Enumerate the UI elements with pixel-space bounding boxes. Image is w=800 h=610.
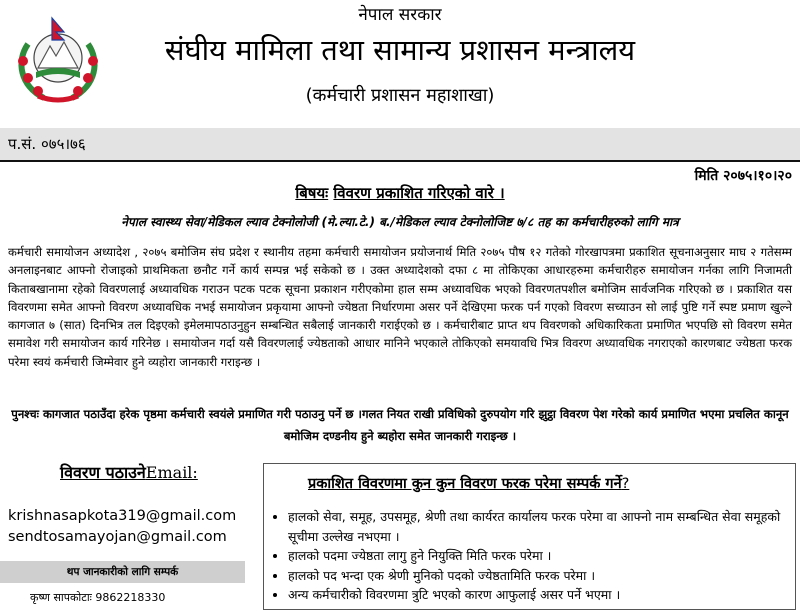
letter-date: मिति २०७५।१०।२० xyxy=(694,168,792,184)
reference-number: प.सं. ०७५।७६ xyxy=(8,135,86,153)
reference-bar xyxy=(0,128,800,162)
list-item: • अन्य कर्मचारीको विवरणमा त्रुटि भएको कारण आफुलाई असर पर्ने भएमा । xyxy=(288,585,798,605)
subject-text: विवरण प्रकाशित गरिएको वारे । xyxy=(333,184,505,202)
contact-criteria-heading-mark: ? xyxy=(621,476,630,492)
contact-criteria-heading-text: प्रकाशित विवरणमा कुन कुन विवरण फरक परेमा सम्पर्क गर्ने xyxy=(308,476,622,492)
contact-person: कृष्ण सापकोटाः 9862218330 xyxy=(30,591,166,604)
contact-heading: थप जानकारीको लागि सम्पर्क xyxy=(0,561,245,583)
body-paragraph: कर्मचारी समायोजन अध्यादेश , २०७५ बमोजिम संघ प्रदेश र स्थानीय तहमा कर्मचारी समायोजन प्रयोजनार्थ मिति २०७५ पौष १२ गतेको गोरखापत्रमा प्रकाशित सूचनाअनुसार माघ २ गतेसम्म अनलाइनबाट आफ्नो रोजाइको प्राथमिकता छनौट गर्ने कार्य सम्पन्न भई सकेको छ । उक्त अध्यादेशको दफा ८ मा तोकिएका आधारहरुमा कर्मचारीहरु समायोजन गर्नका लागि निजामती किताबखानामा रहेको विवरणलाई अध्यावधिक गराउन पटक पटक सूचना प्रकाशन गरीएकोमा हाल सम्म अध्यावधिक भएको विवरणतपशील बमोजिम सार्वजनिक गरिएको छ । प्रकाशित यस विवरणमा समेत आफ्नो विवरण अध्यावधिक नभई समायोजन प्रकृयामा आफ्नो ज्येष्ठता निर्धारणमा असर पर्ने देखिएमा फरक पर्न गएको विवरण सच्याउन सो लाई पुष्टि गर्ने स्पष्ट प्रमाण खुल्ने कागजात ७ (सात) दिनभित्र तल दिइएको इमेलमापठाउनुहुन सम्बन्धित सबैलाई जानकारी गराईएको छ । कर्मचारीबाट प्राप्त थप विवरणको अधिकारिकता प्रमाणित भएपछि सो विवरण समेत समावेश गरी समायोजन कार्य गरिनेछ । समायोजन गर्दा यसै विवरणलाई ज्येष्ठताको आधार मानिने भएकाले तोकिएको समयावधि भित्र विवरण अध्यावधिक नगराएको कारणबाट ज्येष्ठता फरक परेमा स्वयं कर्मचारी जिम्मेवार हुने व्यहोरा जानकारी गराइन्छ । xyxy=(8,245,792,369)
ministry-name: संघीय मामिला तथा सामान्य प्रशासन मन्त्रालय xyxy=(164,33,636,67)
division-name: (कर्मचारी प्रशासन महाशाखा) xyxy=(305,85,495,106)
email-address-1[interactable]: krishnasapkota319@gmail.com xyxy=(8,508,237,524)
subtitle: नेपाल स्वास्थ्य सेवा/मेडिकल ल्याव टेक्नोलोजी (मे.ल्या.टे.) ब./मेडिकल ल्याव टेक्नोलोजिष्ट ७/८ तह का कर्मचारीहरुको लागि मात्र xyxy=(121,215,679,229)
email-heading xyxy=(60,461,198,483)
email-section xyxy=(0,455,260,610)
government-name: नेपाल सरकार xyxy=(358,5,442,25)
contact-criteria-box xyxy=(263,463,796,610)
list-item: • हालको पदमा ज्येष्ठता लागु हुने नियुक्ति मिति फरक परेमा । xyxy=(288,546,798,566)
list-item: • हालको सेवा, समूह, उपसमूह, श्रेणी तथा कार्यरत कार्यालय फरक परेमा वा आफ्नो नाम सम्बन्धित सेवा समूहको सूचीमा उल्लेख नभएमा । xyxy=(288,507,798,546)
email-heading-en: Email: xyxy=(145,463,198,482)
contact-criteria-heading xyxy=(308,473,629,493)
subject-label: बिषयः xyxy=(295,184,329,202)
email-heading-label: विवरण पठाउने xyxy=(60,463,146,482)
email-address-2[interactable]: sendtosamayojan@gmail.com xyxy=(8,529,227,545)
list-item: • हालको पद भन्दा एक श्रेणी मुनिको पदको ज्येष्ठतामिति फरक परेमा । xyxy=(288,566,798,586)
contact-criteria-list xyxy=(274,507,798,605)
subject-line xyxy=(0,183,800,203)
postscript-note: पुनश्चः कागजात पठाउँदा हरेक पृष्ठमा कर्मचारी स्वयंले प्रमाणित गरी पठाउनु पर्ने छ ।गलत नियत राखी प्रविधिको दुरुपयोग गरि झुट्ठा विवरण पेश गरेको कार्य प्रमाणित भएमा प्रचलित कानून बमोजिम दण्डनीय हुने ब्यहोरा समेत जानकारी गराइन्छ । xyxy=(11,407,789,443)
